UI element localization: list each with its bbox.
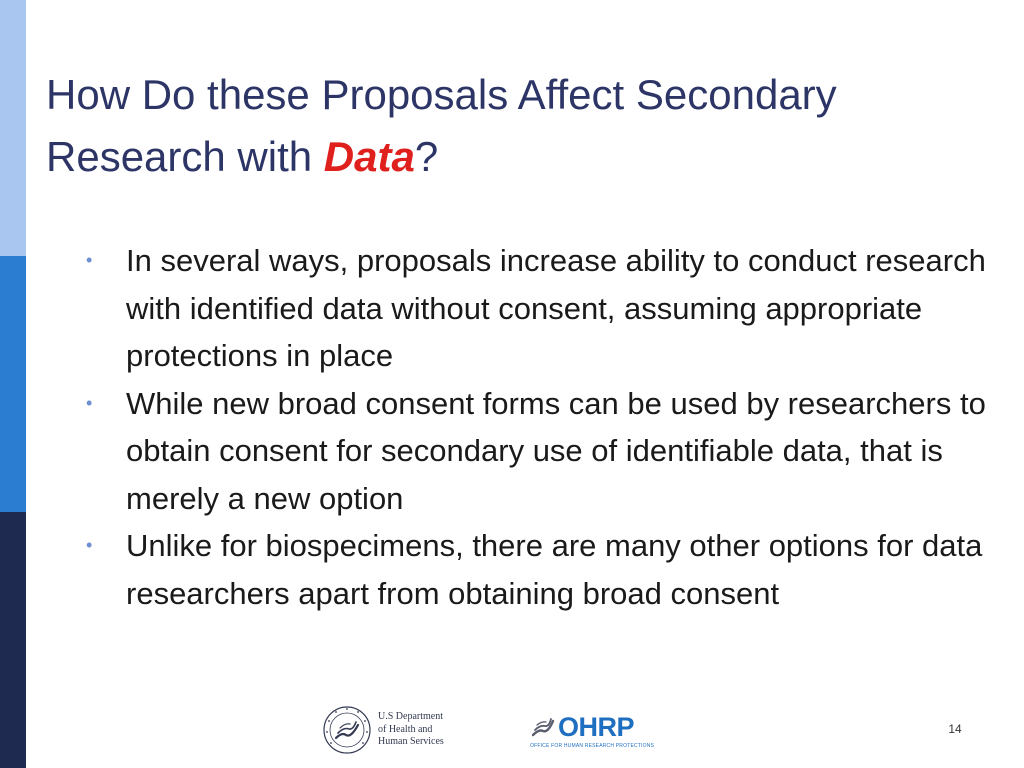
ohrp-tagline: OFFICE FOR HUMAN RESEARCH PROTECTIONS bbox=[530, 743, 655, 749]
bullet-marker-icon: • bbox=[86, 392, 93, 413]
page-number: 14 bbox=[948, 722, 962, 736]
hhs-wordmark bbox=[378, 711, 444, 749]
title-text: How Do these Proposals Affect Secondary Research with bbox=[46, 71, 837, 180]
title-emphasis: Data bbox=[323, 133, 415, 180]
bullet-text: While new broad consent forms can be used by researchers to obtain consent for secondary use of identifiable data, that is merely a new option bbox=[126, 385, 986, 516]
hhs-seal-icon bbox=[322, 705, 372, 755]
hhs-logo bbox=[322, 702, 452, 758]
side-bar-middle bbox=[0, 256, 26, 512]
bullet-marker-icon: • bbox=[86, 535, 93, 555]
bullet-text: In several ways, proposals increase ability to conduct research with identified data without consent, assuming appropriate protections in place bbox=[126, 243, 986, 373]
ohrp-wordmark: OHRP bbox=[557, 712, 634, 742]
hhs-line-2: of Health and bbox=[378, 723, 433, 735]
side-bar-bottom bbox=[0, 512, 26, 768]
bullet-item bbox=[86, 237, 996, 380]
ohrp-eagle-icon bbox=[530, 713, 556, 741]
slide-title bbox=[46, 64, 986, 188]
hhs-line-3: Human Services bbox=[378, 736, 444, 748]
bullet-text: Unlike for biospecimens, there are many other options for data researchers apart from obtaining broad consent bbox=[126, 528, 983, 611]
ohrp-logo bbox=[530, 712, 655, 754]
title-suffix: ? bbox=[414, 133, 439, 180]
side-bar-top bbox=[0, 0, 26, 256]
bullet-item bbox=[86, 380, 996, 523]
hhs-line-1: U.S Department bbox=[378, 711, 443, 723]
bullet-list bbox=[86, 237, 996, 617]
bullet-marker-icon: • bbox=[86, 250, 93, 270]
bullet-item bbox=[86, 522, 996, 617]
